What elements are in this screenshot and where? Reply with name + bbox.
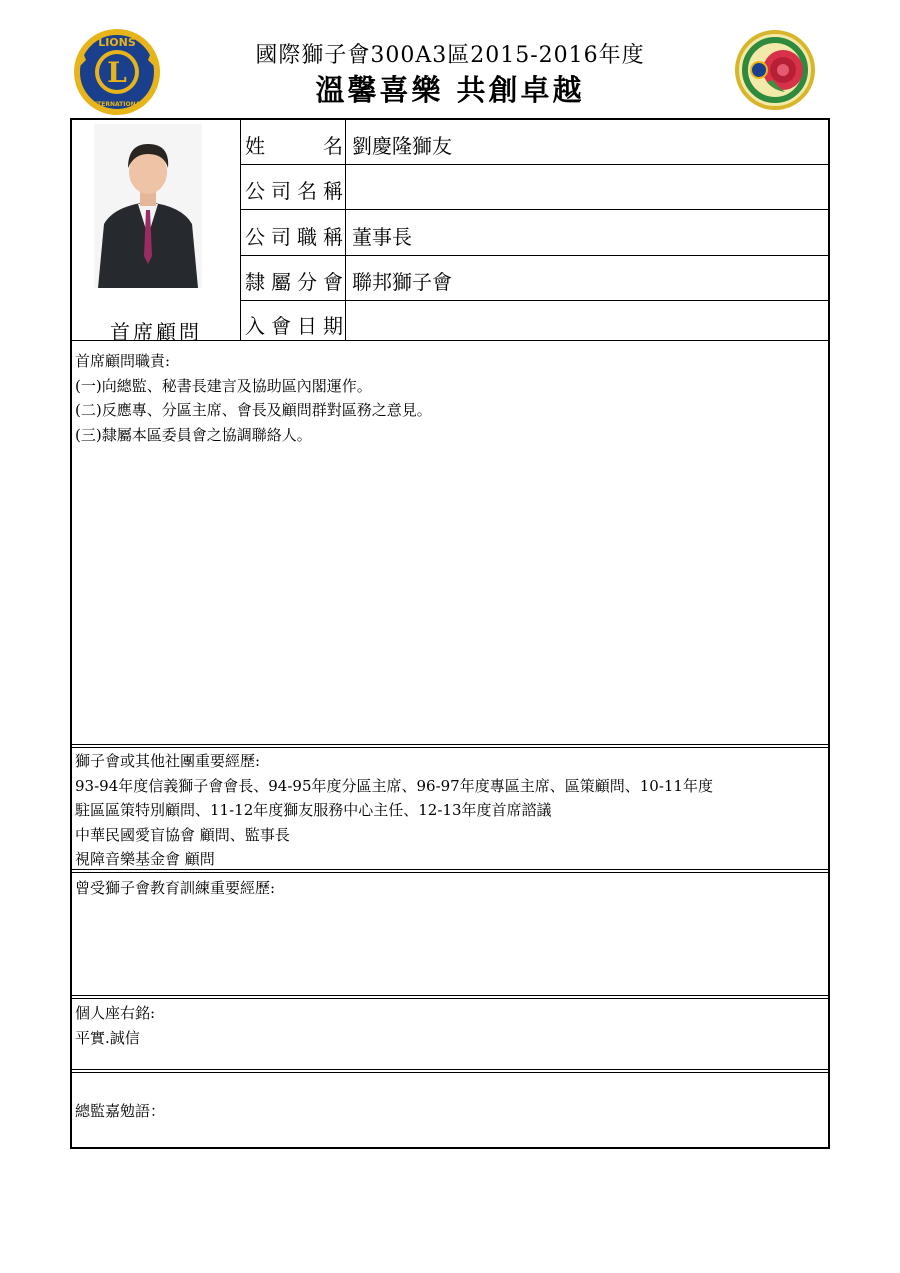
divider-photo-column [240,120,241,341]
logo-letter: L [107,56,127,89]
experience-line: 視障音樂基金會 顧問 [75,850,215,868]
duties-line: (一)向總監、秘書長建言及協助區內閣運作。 [75,376,372,395]
logo-text-top: LIONS [98,36,136,49]
member-role-title: 首席顧問 [110,320,202,344]
field-label-company-name: 公司名稱 [245,179,349,203]
motto-section [75,1001,155,1050]
experience-line: 駐區區策特別顧問、11-12年度獅友服務中心主任、12-13年度首席諮議 [75,801,552,819]
training-section [75,876,275,901]
section-divider [72,869,828,873]
motto-title: 個人座右銘: [75,1004,156,1022]
row-divider [240,300,828,301]
experience-title: 獅子會或其他社團重要經歷: [75,752,261,770]
governor-section [75,1099,165,1124]
field-value-branch: 聯邦獅子會 [352,270,452,294]
district-rose-logo-icon [733,30,817,110]
field-label-name: 姓 名 [245,134,349,158]
duties-line: (三)隸屬本區委員會之協調聯絡人。 [75,425,312,444]
field-label-company-title: 公司職稱 [245,225,349,249]
row-divider [240,164,828,165]
row-divider [240,209,828,210]
header-title-line1: 國際獅子會300A3區2015-2016年度 [255,43,645,68]
section-divider [72,744,828,748]
field-label-join-date: 入會日期 [245,314,349,338]
experience-section [75,749,713,872]
logo-text-bottom: INTERNATIONAL [89,101,145,108]
duties-line: (二)反應專、分區主席、會長及顧問群對區務之意見。 [75,401,432,419]
training-title: 曾受獅子會教育訓練重要經歷: [75,879,276,897]
duties-section [75,349,432,447]
governor-title: 總監嘉勉語： [75,1102,166,1120]
experience-line: 93-94年度信義獅子會會長、94-95年度分區主席、96-97年度專區主席、區策顧問、10-11年度 [75,776,713,795]
member-photo [94,124,202,288]
motto-line: 平實.誠信 [75,1028,140,1047]
row-divider [240,255,828,256]
experience-line: 中華民國愛盲協會 顧問、監事長 [75,825,290,844]
field-value-name: 劉慶隆獅友 [352,134,452,158]
header-title-line2: 溫馨喜樂 共創卓越 [315,73,585,107]
field-value-company-title: 董事長 [352,225,412,249]
section-divider [72,995,828,999]
duties-title: 首席顧問職責: [75,352,171,370]
section-divider [72,1069,828,1073]
field-label-branch: 隸屬分會 [245,270,349,294]
